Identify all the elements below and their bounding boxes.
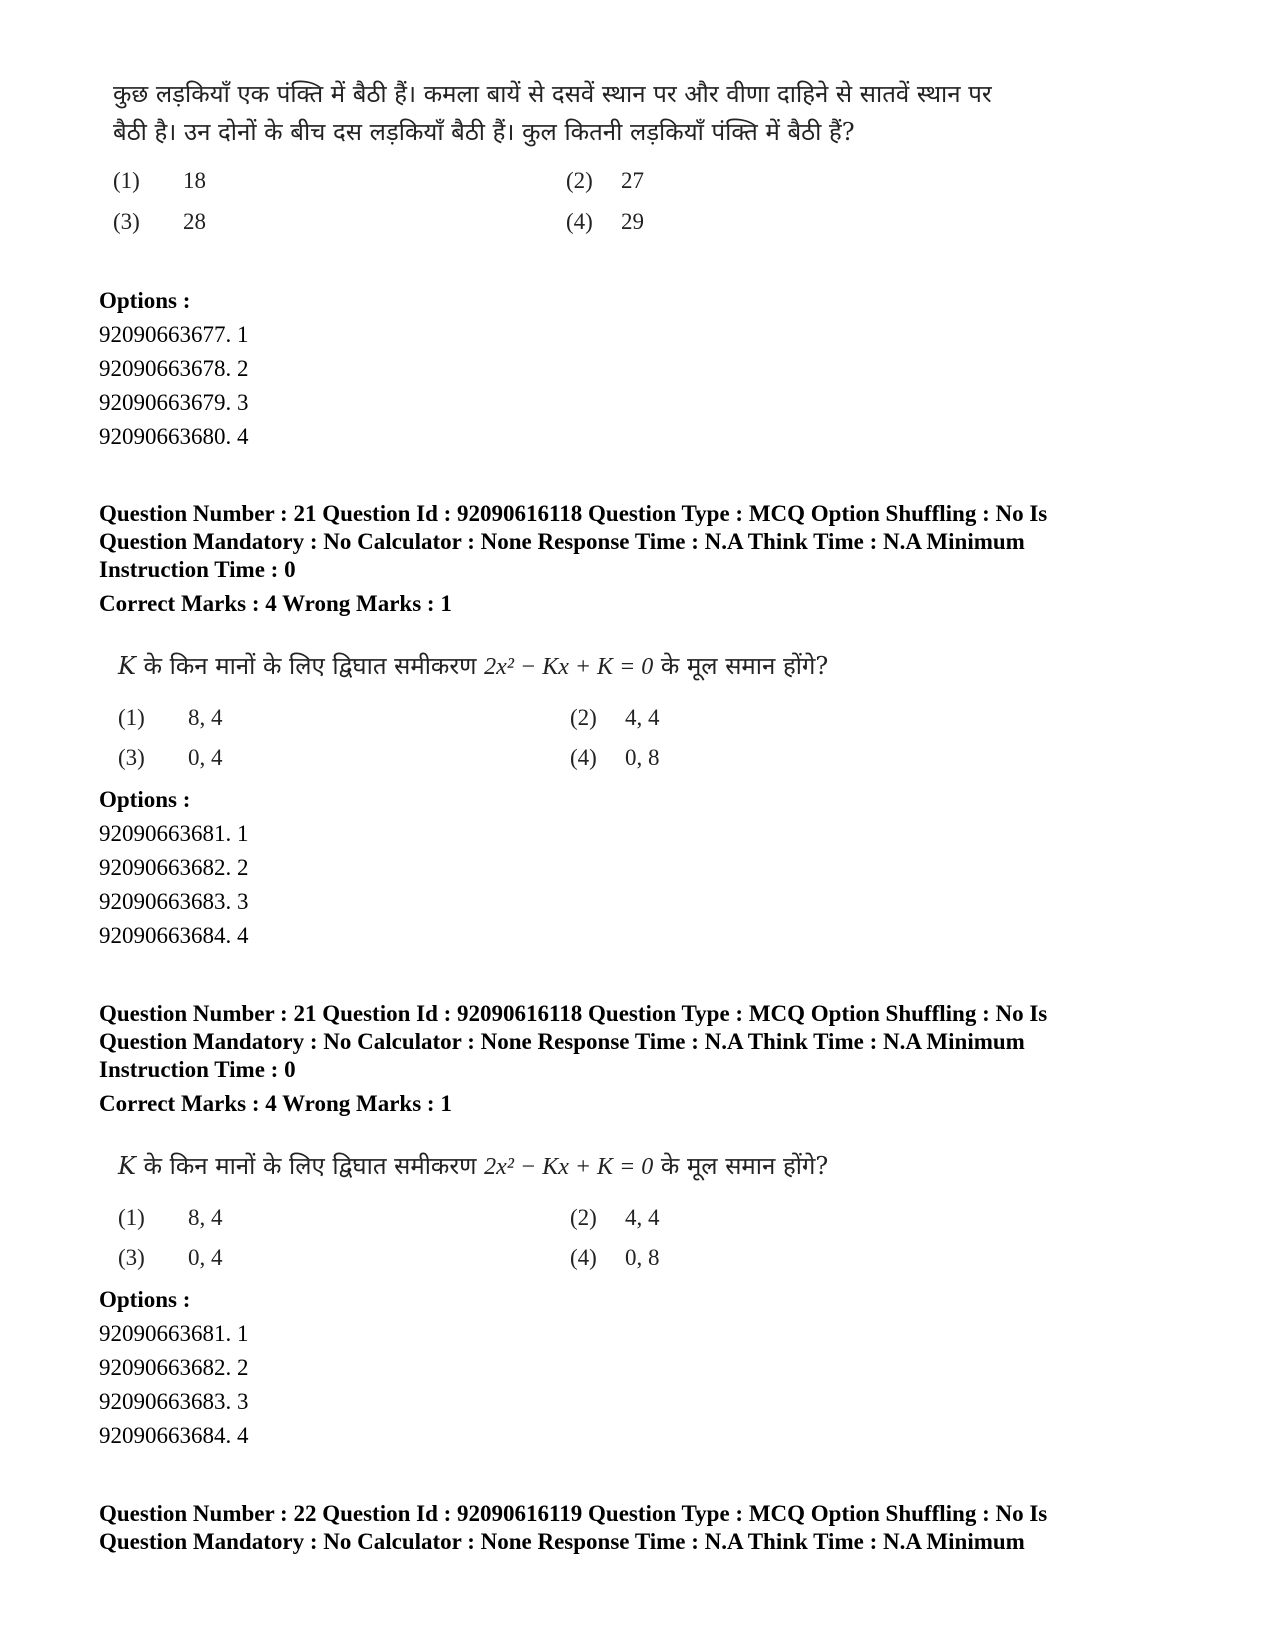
question-meta-line: Question Number : 22 Question Id : 92090616119 Question Type : MCQ Option Shuffling : No Is xyxy=(99,1501,1048,1526)
choice-value: 0, 8 xyxy=(625,745,660,770)
choice-number: (2) xyxy=(570,1205,597,1230)
question-text-part: के किन मानों के लिए द्विघात समीकरण xyxy=(135,1152,485,1180)
choice-value: 18 xyxy=(183,168,206,193)
question-meta-line: Instruction Time : 0 xyxy=(99,1057,296,1082)
option-id: 92090663679. 3 xyxy=(99,390,249,415)
choice-value: 8, 4 xyxy=(188,1205,223,1230)
choice-value: 0, 4 xyxy=(188,1245,223,1270)
answer-choice-3 xyxy=(118,745,223,771)
choice-value: 0, 4 xyxy=(188,745,223,770)
question-meta-line: Question Mandatory : No Calculator : None Response Time : N.A Think Time : N.A Minimum xyxy=(99,1529,1025,1554)
answer-choice-2 xyxy=(566,168,644,194)
answer-choice-4 xyxy=(566,209,644,235)
question-text-part: के किन मानों के लिए द्विघात समीकरण xyxy=(135,652,485,680)
equation: 2x² − Kx + K = 0 xyxy=(484,1154,654,1180)
marks-line: Correct Marks : 4 Wrong Marks : 1 xyxy=(99,591,452,616)
option-id: 92090663684. 4 xyxy=(99,923,249,948)
choice-number: (4) xyxy=(570,1245,597,1270)
answer-choice-3 xyxy=(118,1245,223,1271)
choice-value: 8, 4 xyxy=(188,705,223,730)
question-meta-line: Question Number : 21 Question Id : 92090616118 Question Type : MCQ Option Shuffling : No Is xyxy=(99,501,1048,526)
choice-number: (1) xyxy=(118,1205,145,1230)
option-id: 92090663683. 3 xyxy=(99,1389,249,1414)
answer-choice-3 xyxy=(113,209,206,235)
answer-choice-2 xyxy=(570,705,660,731)
option-id: 92090663682. 2 xyxy=(99,855,249,880)
choice-number: (3) xyxy=(113,209,140,234)
question-text-part: के मूल समान होंगे? xyxy=(653,652,829,680)
choice-number: (4) xyxy=(566,209,593,234)
question-text xyxy=(118,1147,828,1186)
options-label: Options : xyxy=(99,288,191,313)
option-id: 92090663677. 1 xyxy=(99,322,249,347)
choice-value: 4, 4 xyxy=(625,705,660,730)
question-meta-line: Question Number : 21 Question Id : 92090616118 Question Type : MCQ Option Shuffling : No Is xyxy=(99,1001,1048,1026)
choice-number: (1) xyxy=(118,705,145,730)
answer-choice-1 xyxy=(118,705,223,731)
choice-value: 28 xyxy=(183,209,206,234)
variable-k: K xyxy=(118,1152,136,1180)
answer-choice-4 xyxy=(570,745,660,771)
option-id: 92090663684. 4 xyxy=(99,1423,249,1448)
choice-number: (4) xyxy=(570,745,597,770)
choice-number: (3) xyxy=(118,745,145,770)
choice-value: 29 xyxy=(621,209,644,234)
equation: 2x² − Kx + K = 0 xyxy=(484,654,654,680)
choice-value: 4, 4 xyxy=(625,1205,660,1230)
answer-choice-2 xyxy=(570,1205,660,1231)
options-label: Options : xyxy=(99,787,191,812)
option-id: 92090663683. 3 xyxy=(99,889,249,914)
question-text-part: के मूल समान होंगे? xyxy=(653,1152,829,1180)
options-label: Options : xyxy=(99,1287,191,1312)
choice-number: (2) xyxy=(570,705,597,730)
choice-number: (1) xyxy=(113,168,140,193)
question-text-line: बैठी है। उन दोनों के बीच दस लड़कियाँ बैठी हैं। कुल कितनी लड़कियाँ पंक्ति में बैठी हैं? xyxy=(113,118,855,146)
question-text-line: कुछ लड़कियाँ एक पंक्ति में बैठी हैं। कमला बायें से दसवें स्थान पर और वीणा दाहिने से सातवें स्थान पर xyxy=(113,80,992,108)
answer-choice-1 xyxy=(113,168,206,194)
question-meta-line: Question Mandatory : No Calculator : None Response Time : N.A Think Time : N.A Minimum xyxy=(99,1029,1025,1054)
choice-value: 27 xyxy=(621,168,644,193)
option-id: 92090663680. 4 xyxy=(99,424,249,449)
question-meta-line: Instruction Time : 0 xyxy=(99,557,296,582)
answer-choice-1 xyxy=(118,1205,223,1231)
choice-value: 0, 8 xyxy=(625,1245,660,1270)
option-id: 92090663681. 1 xyxy=(99,1321,249,1346)
question-meta-line: Question Mandatory : No Calculator : None Response Time : N.A Think Time : N.A Minimum xyxy=(99,529,1025,554)
option-id: 92090663678. 2 xyxy=(99,356,249,381)
option-id: 92090663681. 1 xyxy=(99,821,249,846)
variable-k: K xyxy=(118,652,136,680)
answer-choice-4 xyxy=(570,1245,660,1271)
question-text xyxy=(113,75,992,151)
question-text xyxy=(118,647,828,686)
marks-line: Correct Marks : 4 Wrong Marks : 1 xyxy=(99,1091,452,1116)
option-id: 92090663682. 2 xyxy=(99,1355,249,1380)
choice-number: (2) xyxy=(566,168,593,193)
choice-number: (3) xyxy=(118,1245,145,1270)
